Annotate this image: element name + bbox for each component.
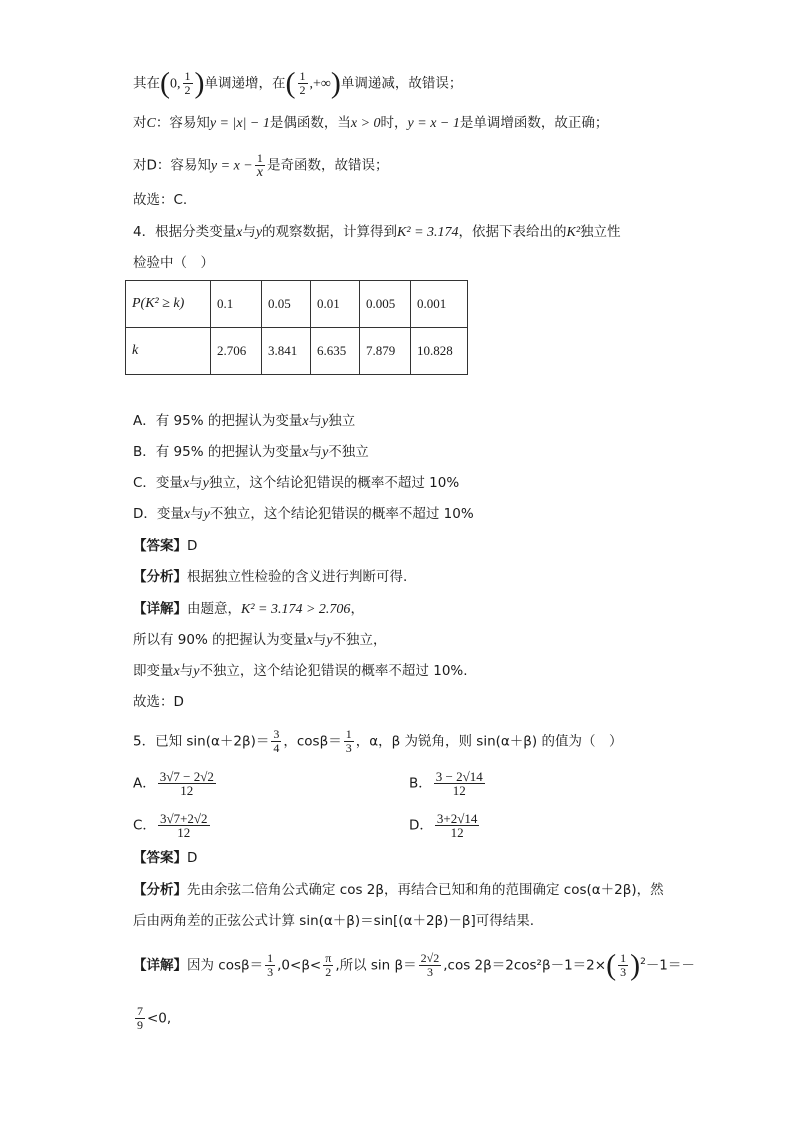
text: －1＝－ [645, 957, 695, 974]
fraction [135, 1005, 145, 1032]
text: 单调递减，故错误； [340, 75, 463, 92]
text: B．有 95% 的把握认为变量 [133, 444, 303, 460]
answer-tag: 【答案】 [133, 850, 187, 866]
paren: ) [194, 66, 205, 100]
den: 12 [452, 783, 466, 798]
den: 2 [184, 83, 191, 97]
text: ,所以 sin β＝ [335, 957, 417, 974]
text: 因为 cosβ＝ [187, 957, 264, 974]
q5-answer [133, 848, 197, 868]
q4-option-c [133, 473, 459, 494]
expression: y = x − [210, 158, 253, 174]
question-4-stem [133, 222, 621, 243]
header-cell: k [126, 328, 211, 375]
table-row [126, 281, 468, 328]
den: 3 [267, 965, 274, 979]
text: 与 [179, 663, 194, 679]
var-y: y [193, 664, 200, 679]
den: 2 [299, 83, 306, 97]
expression: K² = 3.174 [397, 225, 459, 240]
table-cell: 0.005 [360, 281, 411, 328]
expression: y = x − 1 [407, 116, 460, 131]
den: 3 [426, 965, 433, 979]
text: ，cosβ＝ [283, 733, 342, 750]
q4-detail [133, 599, 364, 620]
fraction [434, 770, 485, 797]
fraction [158, 812, 210, 839]
text: 不独立，这个结论犯错误的概率不超过 10% [209, 506, 474, 522]
text: 单调递增，在 [204, 75, 286, 92]
var-y: y [322, 414, 329, 429]
header-cell: P(K² ≥ k) [126, 281, 211, 328]
q4-option-b [133, 442, 369, 463]
table-cell: 2.706 [211, 328, 262, 375]
text: 与 [189, 475, 203, 491]
paren: ( [160, 66, 170, 100]
var-y: y [326, 633, 333, 648]
num: 1 [345, 727, 352, 741]
expression: K² [566, 225, 581, 240]
text: 的观察数据，计算得到 [262, 224, 398, 240]
var-x: x [236, 225, 243, 240]
q4-option-d [133, 504, 474, 525]
solution-line-interval [133, 66, 463, 100]
text: ,0<β< [277, 957, 322, 974]
expression: x > 0 [350, 116, 381, 131]
num: 1 [267, 951, 274, 965]
num: 1 [620, 951, 627, 965]
text: 与 [242, 224, 256, 240]
var-y: y [202, 476, 209, 491]
var-y: y [255, 225, 263, 240]
fraction [344, 728, 354, 755]
num: 3√7+2√2 [159, 811, 208, 826]
num: π [325, 951, 332, 965]
text: A．有 95% 的把握认为变量 [133, 413, 303, 429]
text: 所以有 90% 的把握认为变量 [133, 632, 307, 648]
paren: ) [330, 66, 341, 100]
var-x: x [183, 507, 191, 522]
analysis-text: 先由余弦二倍角公式确定 cos 2β，再结合已知和角的范围确定 cos(α＋2β)，然 [187, 882, 664, 898]
q5-analysis [133, 880, 664, 900]
num: 2√2 [420, 951, 440, 965]
paren: ( [285, 66, 296, 100]
text: 对D：容易知 [133, 157, 211, 174]
solution-line-d [133, 152, 388, 179]
q5-analysis-line2: 后由两角差的正弦公式计算 sin(α＋β)＝sin[(α＋2β)－β]可得结果. [133, 913, 535, 929]
expression: y = |x| − 1 [209, 116, 270, 131]
var-x: x [182, 476, 190, 491]
table-cell: 3.841 [262, 328, 311, 375]
text: 独立 [328, 413, 356, 429]
option-c-label: C [146, 116, 156, 131]
interval-left: 0, [170, 76, 181, 92]
q4-select: 故选：D [133, 694, 184, 710]
text: 独立性 [580, 224, 621, 240]
critical-value-table [125, 280, 468, 375]
fraction [298, 70, 308, 97]
text: 不独立 [328, 444, 369, 460]
text: 与 [190, 506, 204, 522]
fraction [265, 952, 275, 979]
fraction [183, 70, 193, 97]
den: 3 [345, 741, 352, 755]
answer-tag: 【答案】 [133, 538, 187, 554]
den: 9 [137, 1018, 143, 1032]
option-label: B． [409, 775, 432, 792]
question-4-stem-cont: 检验中（ ） [133, 255, 214, 271]
q4-option-a [133, 411, 355, 432]
text: 4．根据分类变量 [133, 224, 237, 240]
num: 1 [299, 69, 306, 83]
fraction [323, 952, 333, 979]
text: 与 [308, 444, 323, 460]
q5-detail [133, 948, 695, 982]
q4-analysis [133, 567, 407, 587]
paren: ( [606, 948, 617, 982]
num: 3 − 2√14 [435, 769, 483, 784]
text: 与 [312, 632, 327, 648]
text: ，依据下表给出的 [458, 224, 567, 240]
fraction [419, 952, 442, 979]
table-cell: 0.05 [262, 281, 311, 328]
var-y: y [322, 445, 329, 460]
table-cell: 10.828 [411, 328, 468, 375]
answer-value: D [187, 850, 198, 866]
num: 7 [137, 1004, 143, 1018]
text: 是奇函数，故错误； [266, 157, 389, 174]
text: 时， [380, 115, 408, 131]
analysis-tag: 【分析】 [133, 882, 187, 898]
table-cell: 0.1 [211, 281, 262, 328]
text: 是单调增函数，故正确； [459, 115, 609, 131]
text: C．变量 [133, 475, 183, 491]
var-x: x [306, 633, 313, 648]
analysis-tag: 【分析】 [133, 569, 187, 585]
den: 12 [180, 783, 194, 798]
detail-tag: 【详解】 [133, 957, 187, 974]
q5-option-c [133, 812, 212, 839]
num: 1 [255, 152, 265, 166]
den: 2 [325, 965, 332, 979]
den: 4 [273, 741, 280, 755]
q4-answer [133, 536, 197, 556]
q5-option-a [133, 770, 218, 797]
table-cell: 0.01 [311, 281, 360, 328]
table-row [126, 328, 468, 375]
text: 对 [133, 115, 147, 131]
solution-line-c [133, 113, 608, 134]
table-cell: 6.635 [311, 328, 360, 375]
text: 不独立，这个结论犯错误的概率不超过 10%. [199, 663, 468, 679]
option-label: A． [133, 775, 156, 792]
var-x: x [302, 414, 309, 429]
text: 其在 [133, 75, 160, 92]
q5-option-b [409, 770, 487, 797]
analysis-text: 根据独立性检验的含义进行判断可得. [187, 569, 408, 585]
fraction [618, 952, 628, 979]
den: 3 [620, 965, 627, 979]
text: ， [350, 601, 364, 617]
den: x [256, 165, 263, 180]
fraction [435, 812, 479, 839]
num: 1 [184, 69, 191, 83]
text: 5．已知 sin(α＋2β)＝ [133, 733, 270, 750]
text: 独立，这个结论犯错误的概率不超过 10% [208, 475, 460, 491]
text: 不独立， [332, 632, 387, 648]
q5-detail-line2 [133, 1005, 171, 1032]
text: 由题意， [187, 601, 241, 617]
q4-detail-line2 [133, 630, 387, 651]
answer-value: D [187, 538, 198, 554]
den: 12 [450, 825, 464, 840]
text: 与 [308, 413, 323, 429]
fraction [158, 770, 216, 797]
expression: K² = 3.174 > 2.706 [241, 602, 351, 617]
select-line: 故选：C. [133, 192, 188, 208]
text: <0, [147, 1010, 172, 1027]
num: 3+2√14 [436, 811, 478, 826]
question-5-stem [133, 728, 622, 755]
interval-right: ,+∞ [309, 76, 331, 92]
text: 即变量 [133, 663, 174, 679]
text: ，α，β 为锐角，则 sin(α＋β) 的值为（ ） [355, 733, 623, 750]
table-cell: 7.879 [360, 328, 411, 375]
q5-option-d [409, 812, 481, 839]
var-y: y [203, 507, 210, 522]
detail-tag: 【详解】 [133, 601, 187, 617]
fraction [271, 728, 281, 755]
text: 是偶函数，当 [269, 115, 351, 131]
q4-detail-line3 [133, 661, 468, 682]
num: 3 [273, 727, 280, 741]
option-label: C． [133, 817, 156, 834]
option-label: D． [409, 817, 433, 834]
den: 12 [177, 825, 191, 840]
table-cell: 0.001 [411, 281, 468, 328]
fraction [255, 152, 265, 179]
text: ：容易知 [155, 115, 210, 131]
var-x: x [173, 664, 180, 679]
text: D．变量 [133, 506, 184, 522]
paren: ) [630, 948, 641, 982]
num: 3√7 − 2√2 [159, 769, 214, 784]
text: ,cos 2β＝2cos²β－1＝2× [443, 957, 607, 974]
var-x: x [302, 445, 309, 460]
exponent: 2 [640, 957, 646, 967]
